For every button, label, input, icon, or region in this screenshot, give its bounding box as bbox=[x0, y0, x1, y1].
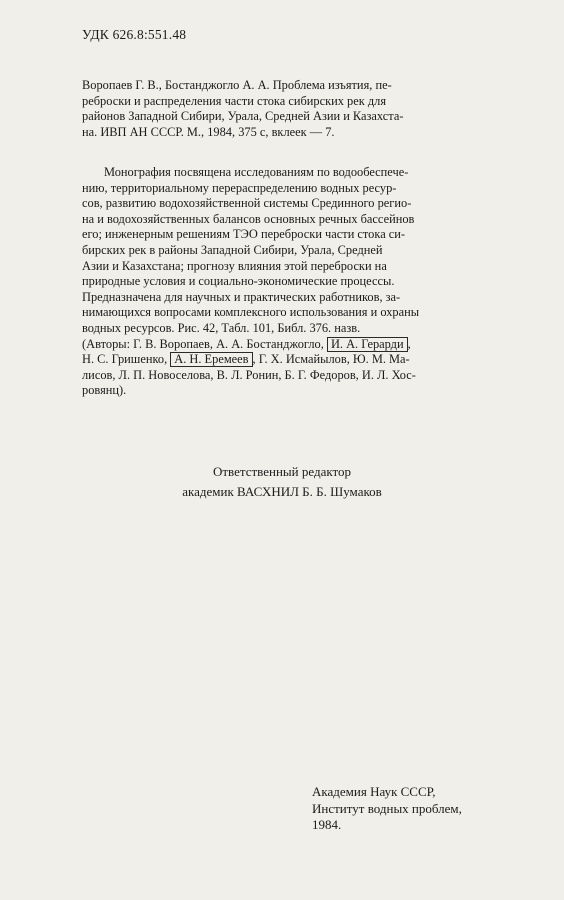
authors-line: лисов, Л. П. Новоселова, В. Л. Ронин, Б. Г. Федоров, И. Л. Хос- bbox=[82, 367, 416, 382]
abstract-line: его; инженерным решениям ТЭО переброски части стока си- bbox=[82, 227, 406, 242]
authors-text: Н. С. Гришенко, bbox=[82, 352, 171, 367]
boxed-deceased-author: А. Н. Еремеев bbox=[170, 352, 252, 367]
responsible-editor-role: Ответственный редактор bbox=[212, 464, 352, 479]
authors-text: , Г. Х. Исмайылов, Ю. М. Ма- bbox=[252, 352, 410, 367]
biblio-line: Воропаев Г. В., Бостанджогло А. А. Проблема изъятия, пе- bbox=[82, 78, 392, 92]
abstract-text: Монография посвящена исследованиям по водообеспече- bbox=[104, 165, 409, 179]
authors-text: , bbox=[407, 336, 411, 351]
publisher-line: Институт водных проблем, bbox=[312, 800, 462, 816]
abstract-line: сов, развитию водохозяйственной системы Срединного регио- bbox=[82, 196, 412, 211]
abstract-line: Предназначена для научных и практических работников, за- bbox=[82, 289, 401, 304]
biblio-line: реброски и распределения части стока сибирских рек для bbox=[82, 93, 387, 108]
abstract-line: Азии и Казахстана; прогнозу влияния этой переброски на bbox=[82, 258, 387, 273]
abstract-line: на и водохозяйственных балансов основных речных бассейнов bbox=[82, 211, 415, 226]
publisher-block bbox=[312, 784, 462, 834]
authors-line bbox=[82, 352, 492, 368]
abstract-line: нимающихся вопросами комплексного использования и охраны bbox=[82, 305, 420, 320]
authors-text: (Авторы: Г. В. Воропаев, А. А. Бостанджогло, bbox=[82, 336, 327, 351]
abstract-line: водных ресурсов. Рис. 42, Табл. 101, Библ. 376. назв. bbox=[82, 320, 361, 335]
udc-code: УДК 626.8:551.48 bbox=[82, 27, 187, 42]
publisher-line: Академия Наук СССР, bbox=[312, 784, 436, 799]
abstract-line: бирских рек в районы Западной Сибири, Урала, Средней bbox=[82, 242, 383, 257]
bibliographic-record bbox=[82, 78, 492, 140]
abstract-line: нию, территориальному перераспределению водных ресур- bbox=[82, 180, 397, 195]
biblio-line: районов Западной Сибири, Урала, Средней Азии и Казахста- bbox=[82, 109, 404, 124]
abstract-line bbox=[82, 165, 492, 181]
abstract-line: природные условия и социально-экономические процессы. bbox=[82, 274, 395, 289]
boxed-deceased-author: И. А. Герарди bbox=[327, 337, 408, 352]
authors-line bbox=[82, 337, 492, 353]
biblio-line: на. ИВП АН СССР. М., 1984, 375 с, вклеек — 7. bbox=[82, 124, 335, 139]
abstract bbox=[82, 165, 492, 399]
responsible-editor-name: академик ВАСХНИЛ Б. Б. Шумаков bbox=[182, 484, 382, 499]
authors-line: ровянц). bbox=[82, 383, 127, 398]
publisher-line: 1984. bbox=[312, 817, 342, 832]
